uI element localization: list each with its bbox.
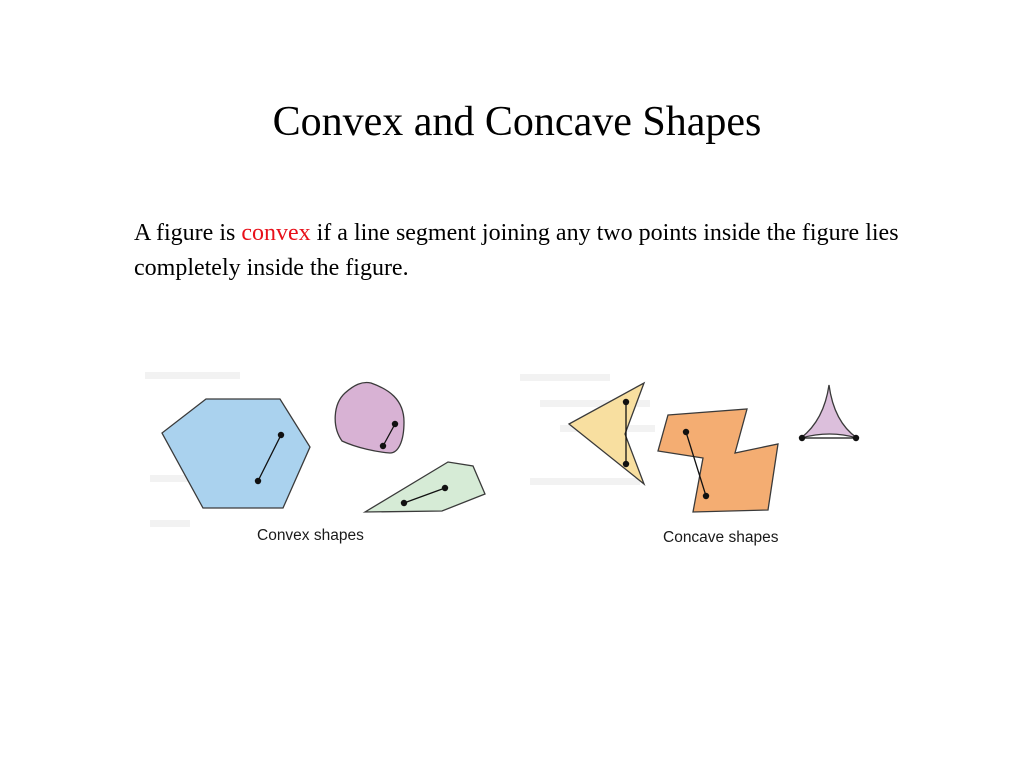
arrowhead-point [623, 399, 629, 405]
convex-leaf-shape [365, 462, 485, 512]
concave-arrowhead-shape [569, 383, 644, 484]
term-convex: convex [241, 220, 311, 246]
blob-point [392, 421, 398, 427]
convex-hexagon-shape [162, 399, 310, 508]
concave-shapes-caption: Concave shapes [663, 529, 779, 546]
hexagon-point [278, 432, 284, 438]
concave-zigzag-shape [658, 409, 778, 512]
leaf-point [401, 500, 407, 506]
hexagon-point [255, 478, 261, 484]
convex-shapes-caption: Convex shapes [257, 527, 364, 544]
definition-rest: if a line segment joining any two points inside the figure lies completely inside the figure. [134, 220, 899, 281]
concave-curved-triangle-shape [801, 385, 857, 438]
blob-point [380, 443, 386, 449]
zigzag-point [703, 493, 709, 499]
slide-title: Convex and Concave Shapes [272, 99, 762, 145]
curved-triangle-point [799, 435, 805, 441]
zigzag-point [683, 429, 689, 435]
convex-blob-shape [335, 382, 404, 453]
definition-lead: A figure is [134, 220, 242, 246]
arrowhead-point [623, 461, 629, 467]
curved-triangle-point [853, 435, 859, 441]
leaf-point [442, 485, 448, 491]
